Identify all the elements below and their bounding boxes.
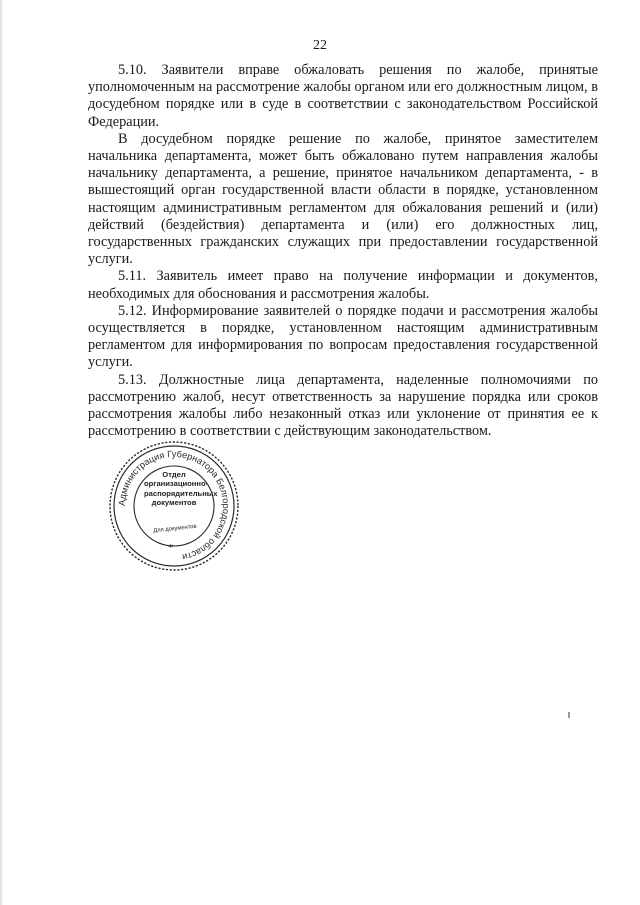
stamp-sub-text: Для документов: [153, 523, 197, 535]
scan-speck: [568, 712, 570, 718]
stamp-star-icon: *: [168, 542, 174, 554]
page-number: 22: [313, 38, 327, 53]
document-body: [88, 62, 598, 440]
page-edge-shadow: [0, 0, 3, 905]
paragraph-5-11: 5.11. Заявитель имеет право на получение информации и документов, необходимых для обоснования и рассмотрения жалобы.: [88, 268, 598, 302]
paragraph-5-10: 5.10. Заявители вправе обжаловать решения по жалобе, принятые уполномоченным на рассмотрение жалобы органом или его должностным лицом, в досудебном порядке или в суде в соответствии с законодательством Российской Федерации.: [88, 62, 598, 130]
stamp-center-text: [144, 470, 218, 508]
stamp-line: Отдел: [162, 470, 186, 479]
paragraph-5-13: 5.13. Должностные лица департамента, наделенные полномочиями по рассмотрению жалоб, несут ответственность за нарушение порядка или сроков рассмотрения жалобы либо незаконный отказ или уклонение от принятия ее к рассмотрению в соответствии с действующим законодательством.: [88, 371, 598, 440]
stamp-line: документов: [151, 498, 197, 508]
stamp-ring-text: Администрация Губернатора Белгородской области: [116, 448, 232, 563]
paragraph-appeal-procedure: В досудебном порядке решение по жалобе, принятое заместителем начальника департамента, может быть обжаловано путем направления жалобы начальнику департамента, а решение, принятое начальником департамента, - в вышестоящий орган государственной власти области в порядке, установленном настоящим административным регламентом для обжалования решений и (или) действий (бездействия) департамента и (или) его должностных лиц, государственных гражданских служащих при предоставлении государственной услуги.: [88, 130, 598, 268]
paragraph-5-12: 5.12. Информирование заявителей о порядке подачи и рассмотрения жалобы осуществляется в порядке, установленном настоящим административным регламентом для информирования по вопросам предоставления государственной услуги.: [88, 302, 598, 371]
stamp-line: распорядительных: [144, 488, 218, 498]
official-stamp: [106, 438, 242, 574]
stamp-line: организационно-: [144, 479, 209, 489]
